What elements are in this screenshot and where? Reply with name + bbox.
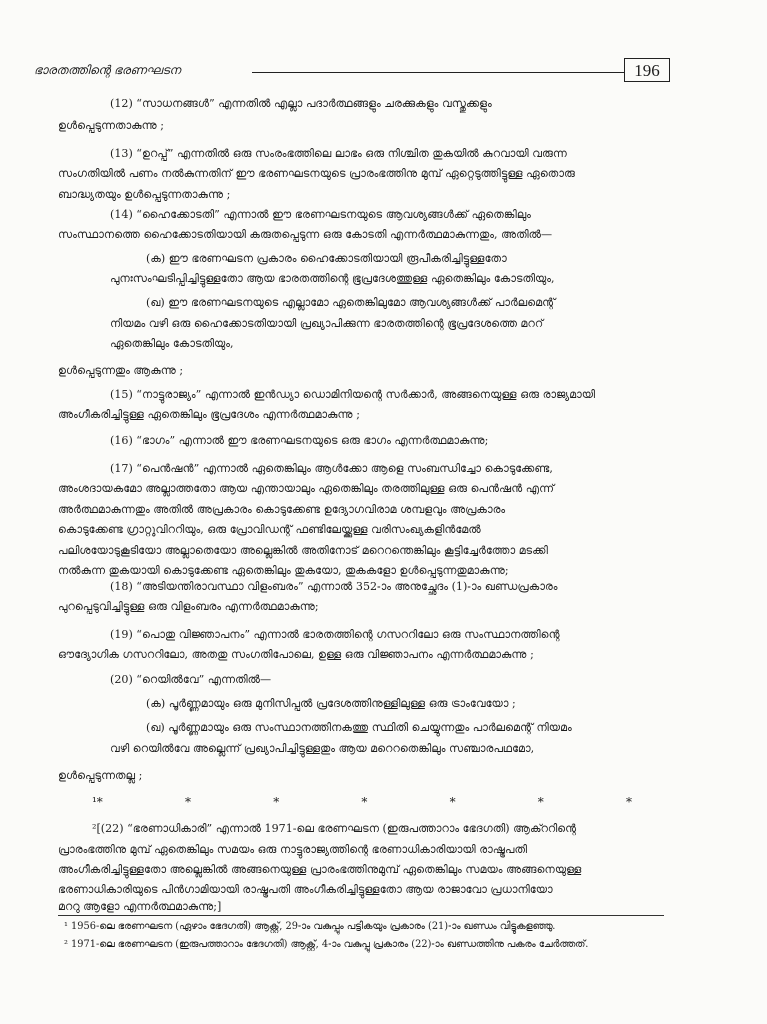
omitted-clause-stars (92, 795, 632, 809)
text-line: അംഗീകരിച്ചിട്ടുള്ളതോ അല്ലെങ്കിൽ അങ്ങനെയുള്ള പ്രാരംഭത്തിനുമുമ്പ് ഏതെങ്കിലും സമയം അങ്ങനെയുള്ള (58, 863, 582, 876)
text-line: മററു ആളോ എന്നർത്ഥമാകുന്നു;] (58, 900, 222, 913)
text-line: (17) “പെൻഷൻ” എന്നാൽ ഏതെങ്കിലും ആൾക്കോ ആളെ സംബന്ധിച്ചോ കൊടുക്കേണ്ട, (110, 462, 553, 475)
text-line: അംഗീകരിച്ചിട്ടുള്ള ഏതെങ്കിലും ഭൂപ്രദേശം എന്നർത്ഥമാകുന്നു ; (58, 408, 360, 421)
text-line: (ഖ) ഈ ഭരണഘടനയുടെ എല്ലാമോ ഏതെങ്കിലുമോ ആവശ്യങ്ങൾക്ക് പാർലമെന്റ് (146, 296, 556, 309)
text-line: പ്രാരംഭത്തിനു മുമ്പ് ഏതെങ്കിലും സമയം ഒരു നാട്ടുരാജ്യത്തിന്റെ ഭരണാധികാരിയായി രാഷ്ട്രപതി (58, 843, 528, 856)
running-header-title: ഭാരതത്തിന്റെ ഭരണഘടന (34, 63, 181, 77)
star-mark: * (625, 795, 632, 809)
text-line: (16) “ഭാഗം” എന്നാൽ ഈ ഭരണഘടനയുടെ ഒരു ഭാഗം എന്നർത്ഥമാകുന്നു; (110, 434, 489, 447)
text-line: പുനഃസംഘടിപ്പിച്ചിട്ടുള്ളതോ ആയ ഭാരതത്തിന്റെ ഭൂപ്രദേശത്തുള്ള ഏതെങ്കിലും കോടതിയും, (110, 272, 555, 285)
star-mark: * (185, 795, 191, 809)
footnote: ¹ 1956-ലെ ഭരണഘടന (ഏഴാം ഭേദഗതി) ആക്റ്റ്, 29-ാം വകുപ്പും പട്ടികയും പ്രകാരം (21)-ാം ഖണ്ഡം വിട്ടുകളഞ്ഞു. (64, 921, 556, 932)
text-line: (19) “പൊതു വിജ്ഞാപനം” എന്നാൽ ഭാരതത്തിന്റെ ഗസററിലോ ഒരു സംസ്ഥാനത്തിന്റെ (110, 628, 560, 641)
text-line: സംഗതിയിൽ പണം നൽകുന്നതിന് ഈ ഭരണഘടനയുടെ പ്രാരംഭത്തിനു മുമ്പ് ഏറ്റെടുത്തിട്ടുള്ള ഏതൊരു (58, 167, 575, 180)
text-line: ഔദ്യോഗിക ഗസററിലോ, അതതു സംഗതിപോലെ, ഉള്ള ഒരു വിജ്ഞാപനം എന്നർത്ഥമാകുന്നു ; (58, 648, 534, 661)
text-line: (ക) ഈ ഭരണഘടന പ്രകാരം ഹൈക്കോടതിയായി രൂപീകരിച്ചിട്ടുള്ളതോ (146, 252, 507, 265)
text-line: (ഖ) പൂർണ്ണമായും ഒരു സംസ്ഥാനത്തിനകത്തു സ്ഥിതി ചെയ്യുന്നതും പാർലമെന്റ് നിയമം (146, 721, 572, 734)
text-line: സംസ്ഥാനത്തെ ഹൈക്കോടതിയായി കരുതപ്പെടുന്ന ഒരു കോടതി എന്നർത്ഥമാകുന്നതും, അതിൽ— (58, 228, 553, 241)
text-line: പുറപ്പെടുവിച്ചിട്ടുള്ള ഒരു വിളംബരം എന്നർത്ഥമാകുന്നു; (58, 600, 319, 613)
header-rule (252, 72, 624, 73)
text-line: പലിശയോടുകൂടിയോ അല്ലാതെയോ അല്ലെങ്കിൽ അതിനോട് മറെറന്തെങ്കിലും കൂട്ടിച്ചേർത്തോ മടക്കി (58, 544, 548, 557)
footnote: ² 1971-ലെ ഭരണഘടന (ഇരുപത്താറാം ഭേദഗതി) ആക്റ്റ്, 4-ാം വകുപ്പു പ്രകാരം (22)-ാം ഖണ്ഡത്തിനു പകരം ചേർത്തത്. (64, 939, 589, 950)
star-mark: * (449, 795, 456, 809)
text-line: ഉൾപ്പെടുന്നതാകുന്നു ; (58, 119, 165, 132)
text-line: നിയമം വഴി ഒരു ഹൈക്കോടതിയായി പ്രഖ്യാപിക്കുന്ന ഭാരതത്തിന്റെ ഭൂപ്രദേശത്തെ മററ് (110, 317, 544, 330)
text-line: അർത്ഥമാകുന്നതും അതിൽ അപ്രകാരം കൊടുക്കേണ്ട ഉദ്യോഗവിരാമ ശമ്പളവും അപ്രകാരം (58, 503, 506, 516)
text-line: (12) “സാധനങ്ങൾ” എന്നതിൽ എല്ലാ പദാർത്ഥങ്ങളും ചരക്കുകളും വസ്തുക്കളും (110, 97, 492, 110)
text-line: നൽകുന്ന തുകയായി കൊടുക്കേണ്ട ഏതെങ്കിലും തുകയോ, തുകകളോ ഉൾപ്പെടുന്നതുമാകുന്നു; (58, 564, 509, 577)
text-line: (14) “ഹൈക്കോടതി” എന്നാൽ ഈ ഭരണഘടനയുടെ ആവശ്യങ്ങൾക്ക് ഏതെങ്കിലും (110, 208, 531, 221)
text-line: (13) “ഉറപ്പ്” എന്നതിൽ ഒരു സംരംഭത്തിലെ ലാഭം ഒരു നിശ്ചിത തുകയിൽ കുറവായി വരുന്ന (110, 147, 567, 160)
text-line: വഴി റെയിൽവേ അല്ലെന്ന് പ്രഖ്യാപിച്ചിട്ടുള്ളതും ആയ മറെറതെങ്കിലും സഞ്ചാരപഥമോ, (110, 742, 535, 755)
text-line: (15) “നാട്ടുരാജ്യം” എന്നാൽ ഇൻഡ്യാ ഡൊമിനിയന്റെ സർക്കാർ, അങ്ങനെയുള്ള ഒരു രാജ്യമായി (110, 388, 596, 401)
star-mark: * (273, 795, 280, 809)
text-line: അംശദായകമോ അല്ലാത്തതോ ആയ എന്തായാലും ഏതെങ്കിലും തരത്തിലുള്ള ഒരു പെൻഷൻ എന്ന് (58, 482, 555, 495)
text-line: ഉൾപ്പെടുന്നതല്ല ; (58, 769, 143, 782)
text-line: ഭരണാധികാരിയുടെ പിൻഗാമിയായി രാഷ്ട്രപതി അംഗീകരിച്ചിട്ടുള്ളതോ ആയ രാജാവോ പ്രധാനിയോ (58, 883, 553, 896)
text-line: ബാദ്ധ്യതയും ഉൾപ്പെടുന്നതാകുന്നു ; (58, 188, 231, 201)
text-line: (20) “റെയിൽവേ” എന്നതിൽ— (110, 673, 272, 686)
star-mark: ¹* (92, 795, 103, 809)
page-number: 196 (624, 58, 670, 82)
text-line: ഉൾപ്പെടുന്നതും ആകുന്നു ; (58, 364, 184, 377)
text-line: (18) “അടിയന്തിരാവസ്ഥാ വിളംബരം” എന്നാൽ 352-ാം അനുച്ഛേദം (1)-ാം ഖണ്ഡപ്രകാരം (110, 580, 558, 593)
star-mark: * (537, 795, 544, 809)
text-line: ഏതെങ്കിലും കോടതിയും, (110, 337, 234, 350)
star-mark: * (361, 795, 368, 809)
text-line: (ക) പൂർണ്ണമായും ഒരു മുനിസിപ്പൽ പ്രദേശത്തിനുള്ളിലുള്ള ഒരു ട്രാംവേയോ ; (146, 697, 516, 710)
text-line: ²[(22) “ഭരണാധികാരി” എന്നാൽ 1971-ലെ ഭരണഘടന (ഇരുപത്താറാം ഭേദഗതി) ആക്ററിന്റെ (92, 822, 577, 835)
footnote-separator (58, 915, 664, 916)
text-line: കൊടുക്കേണ്ട ഗ്രാറ്റുവിററിയും, ഒരു പ്രോവിഡന്റ് ഫണ്ടിലേയ്ക്കുള്ള വരിസംഖ്യകളിൻമേൽ (58, 523, 481, 536)
